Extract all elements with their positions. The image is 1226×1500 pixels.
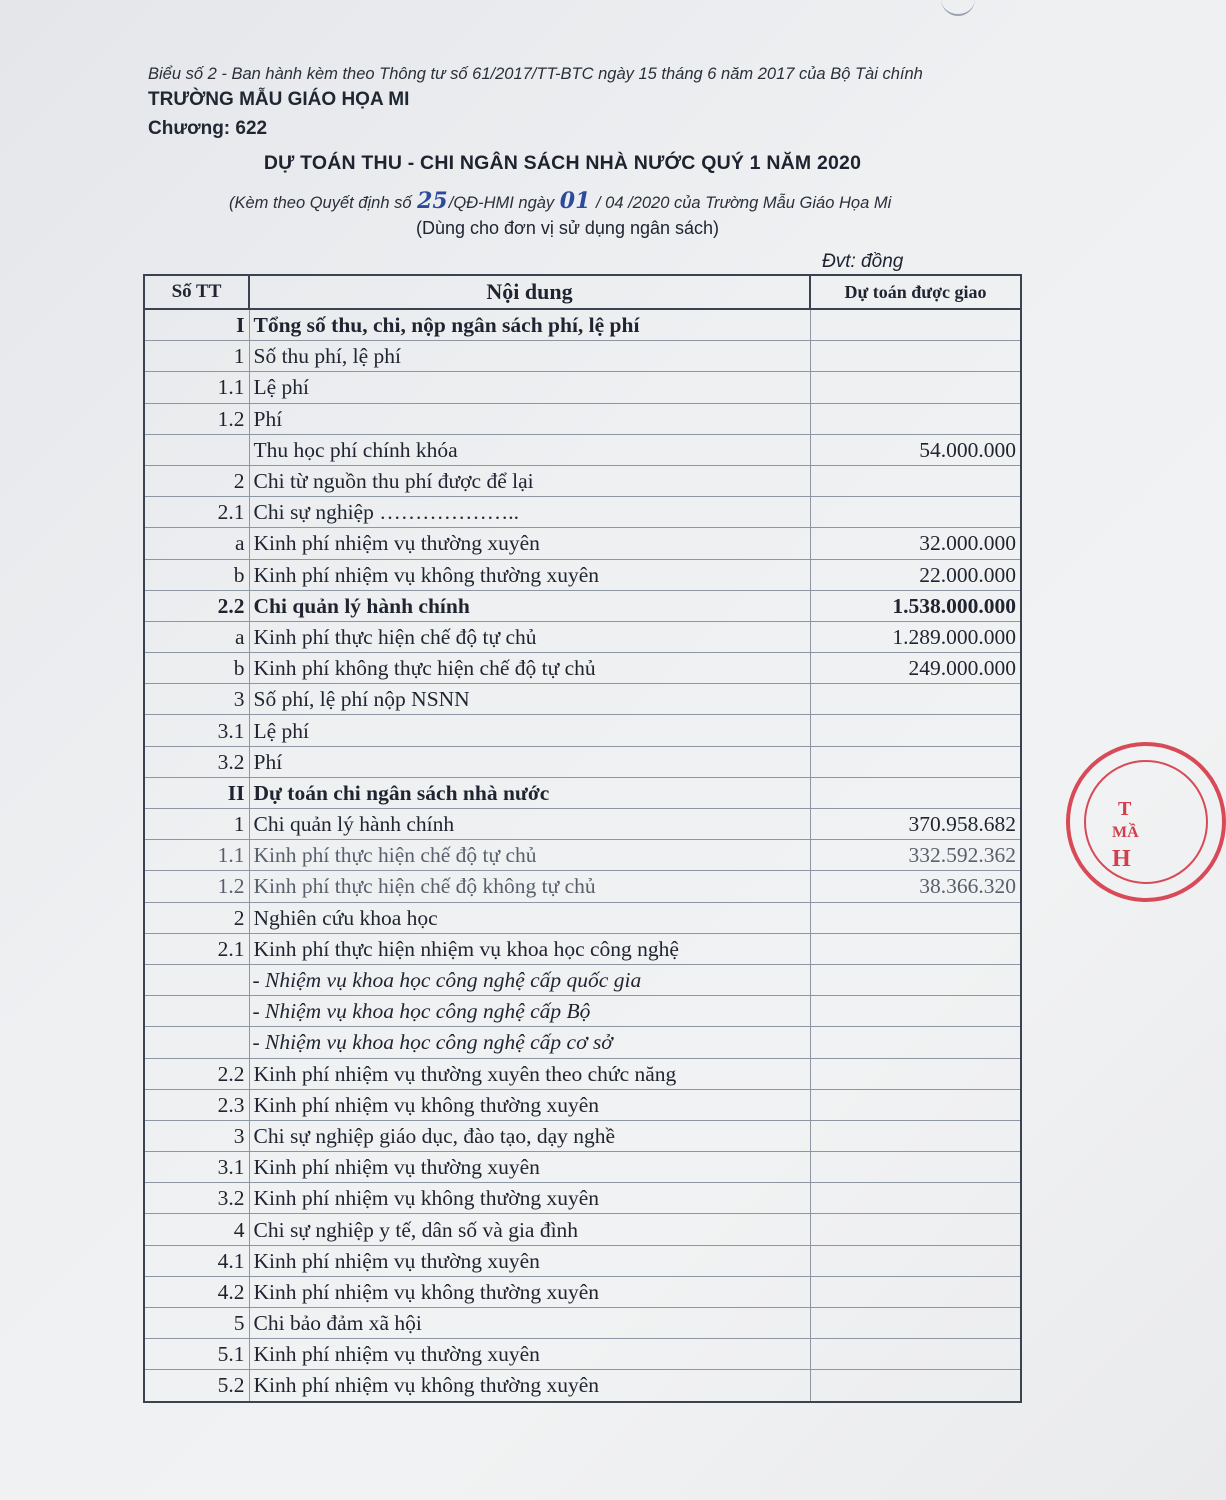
table-row	[144, 964, 1021, 995]
table-row	[144, 653, 1021, 684]
row-number: 4.1	[144, 1245, 249, 1276]
stamp-text-2: MẦ	[1112, 824, 1139, 841]
budget-table	[143, 274, 1022, 1403]
row-value	[810, 1308, 1021, 1339]
row-value	[810, 1089, 1021, 1120]
table-row	[144, 1183, 1021, 1214]
table-row	[144, 871, 1021, 902]
table-row	[144, 1120, 1021, 1151]
row-number: a	[144, 528, 249, 559]
row-value: 38.366.320	[810, 871, 1021, 902]
row-content: Lệ phí	[249, 715, 810, 746]
row-number: a	[144, 621, 249, 652]
row-number: 1.2	[144, 871, 249, 902]
row-content: Kinh phí nhiệm vụ không thường xuyên	[249, 1183, 810, 1214]
row-number: 2.1	[144, 933, 249, 964]
table-row	[144, 434, 1021, 465]
page-title: DỰ TOÁN THU - CHI NGÂN SÁCH NHÀ NƯỚC QUÝ 1 NĂM 2020	[263, 152, 862, 174]
row-content: Chi sự nghiệp y tế, dân số và gia đình	[249, 1214, 810, 1245]
row-number: I	[144, 309, 249, 341]
table-row	[144, 1276, 1021, 1307]
row-content: Chi quản lý hành chính	[249, 590, 810, 621]
row-value: 54.000.000	[810, 434, 1021, 465]
row-content: Kinh phí nhiệm vụ thường xuyên	[249, 528, 810, 559]
table-row	[144, 465, 1021, 496]
table-row	[144, 933, 1021, 964]
row-content: Tổng số thu, chi, nộp ngân sách phí, lệ phí	[249, 309, 810, 341]
row-value: 1.289.000.000	[810, 621, 1021, 652]
row-number: 3	[144, 1120, 249, 1151]
table-row	[144, 497, 1021, 528]
row-value: 1.538.000.000	[810, 590, 1021, 621]
row-content: Số phí, lệ phí nộp NSNN	[249, 684, 810, 715]
row-number: 3	[144, 684, 249, 715]
decision-day-handwritten: 01	[559, 188, 591, 214]
row-number: 5.2	[144, 1370, 249, 1402]
row-number: 3.1	[144, 1152, 249, 1183]
table-row	[144, 1152, 1021, 1183]
row-content: Kinh phí nhiệm vụ thường xuyên	[249, 1152, 810, 1183]
row-content: Nghiên cứu khoa học	[249, 902, 810, 933]
row-value	[810, 1245, 1021, 1276]
table-row	[144, 1214, 1021, 1245]
row-number	[144, 996, 249, 1027]
row-value: 370.958.682	[810, 809, 1021, 840]
row-value	[810, 341, 1021, 372]
row-content: Kinh phí thực hiện nhiệm vụ khoa học công nghệ	[249, 933, 810, 964]
row-number: 3.2	[144, 1183, 249, 1214]
row-content: Chi quản lý hành chính	[249, 809, 810, 840]
table-row	[144, 715, 1021, 746]
row-number: II	[144, 777, 249, 808]
row-content: - Nhiệm vụ khoa học công nghệ cấp cơ sở	[249, 1027, 810, 1058]
row-value	[810, 1120, 1021, 1151]
row-content: Chi từ nguồn thu phí được để lại	[249, 465, 810, 496]
row-content: Kinh phí nhiệm vụ thường xuyên theo chức năng	[249, 1058, 810, 1089]
row-number: 2	[144, 902, 249, 933]
row-number: 2.2	[144, 1058, 249, 1089]
row-content: Kinh phí nhiệm vụ không thường xuyên	[249, 1089, 810, 1120]
row-number: 2	[144, 465, 249, 496]
row-value	[810, 1058, 1021, 1089]
row-value	[810, 1152, 1021, 1183]
row-content: Kinh phí không thực hiện chế độ tự chủ	[249, 653, 810, 684]
table-row	[144, 1027, 1021, 1058]
row-content: Phí	[249, 746, 810, 777]
row-number: 3.1	[144, 715, 249, 746]
row-number: b	[144, 559, 249, 590]
table-row	[144, 559, 1021, 590]
row-value	[810, 1214, 1021, 1245]
row-content: - Nhiệm vụ khoa học công nghệ cấp Bộ	[249, 996, 810, 1027]
row-value	[810, 964, 1021, 995]
row-content: Số thu phí, lệ phí	[249, 341, 810, 372]
row-value	[810, 372, 1021, 403]
table-row	[144, 1245, 1021, 1276]
decision-middle: /QĐ-HMI ngày	[448, 194, 555, 212]
row-value: 249.000.000	[810, 653, 1021, 684]
row-number	[144, 434, 249, 465]
row-content: Kinh phí thực hiện chế độ tự chủ	[249, 621, 810, 652]
row-number: 1.2	[144, 403, 249, 434]
decision-reference	[229, 188, 891, 214]
column-header-stt: Số TT	[144, 275, 249, 309]
row-value	[810, 1027, 1021, 1058]
row-number: 4	[144, 1214, 249, 1245]
table-row	[144, 996, 1021, 1027]
row-number: 2.1	[144, 497, 249, 528]
stamp-inner-ring	[1084, 760, 1208, 884]
row-content: Chi sự nghiệp giáo dục, đào tạo, dạy nghề	[249, 1120, 810, 1151]
row-content: Kinh phí thực hiện chế độ không tự chủ	[249, 871, 810, 902]
row-number: 5	[144, 1308, 249, 1339]
row-content: Kinh phí nhiệm vụ không thường xuyên	[249, 1370, 810, 1402]
row-content: Kinh phí nhiệm vụ không thường xuyên	[249, 1276, 810, 1307]
usage-note: (Dùng cho đơn vị sử dụng ngân sách)	[415, 218, 720, 238]
decision-number-handwritten: 25	[417, 188, 448, 214]
row-content: Thu học phí chính khóa	[249, 434, 810, 465]
row-content: Lệ phí	[249, 372, 810, 403]
row-value: 22.000.000	[810, 559, 1021, 590]
chapter-label: Chương: 622	[148, 118, 268, 139]
row-number	[144, 1027, 249, 1058]
table-row	[144, 809, 1021, 840]
row-content: Kinh phí nhiệm vụ thường xuyên	[249, 1339, 810, 1370]
row-value	[810, 309, 1021, 341]
row-value	[810, 497, 1021, 528]
row-content: Dự toán chi ngân sách nhà nước	[249, 777, 810, 808]
table-row	[144, 341, 1021, 372]
row-value: 32.000.000	[810, 528, 1021, 559]
row-content: Kinh phí nhiệm vụ thường xuyên	[249, 1245, 810, 1276]
row-content: Kinh phí nhiệm vụ không thường xuyên	[249, 559, 810, 590]
row-number: 4.2	[144, 1276, 249, 1307]
pen-mark	[941, 0, 975, 16]
table-row	[144, 1370, 1021, 1402]
table-row	[144, 528, 1021, 559]
row-number: 3.2	[144, 746, 249, 777]
row-content: Phí	[249, 403, 810, 434]
row-number	[144, 964, 249, 995]
row-value	[810, 465, 1021, 496]
stamp-text-3: H	[1112, 846, 1131, 872]
row-value	[810, 996, 1021, 1027]
row-value	[810, 777, 1021, 808]
table-header-row	[144, 275, 1021, 309]
row-number: b	[144, 653, 249, 684]
unit-label: Đvt: đồng	[822, 251, 904, 272]
row-value	[810, 1339, 1021, 1370]
row-value	[810, 902, 1021, 933]
official-stamp	[1066, 742, 1226, 902]
table-row	[144, 372, 1021, 403]
row-value	[810, 933, 1021, 964]
row-number: 1.1	[144, 840, 249, 871]
table-row	[144, 777, 1021, 808]
row-value	[810, 746, 1021, 777]
table-row	[144, 746, 1021, 777]
row-content: Chi bảo đảm xã hội	[249, 1308, 810, 1339]
table-row	[144, 902, 1021, 933]
row-number: 1	[144, 341, 249, 372]
table-row	[144, 1339, 1021, 1370]
row-value	[810, 1370, 1021, 1402]
stamp-text-1: T	[1118, 798, 1132, 820]
decision-suffix: / 04 /2020 của Trường Mẫu Giáo Họa Mi	[595, 194, 892, 212]
row-value: 332.592.362	[810, 840, 1021, 871]
column-header-content: Nội dung	[249, 275, 810, 309]
school-name: TRƯỜNG MẪU GIÁO HỌA MI	[148, 89, 410, 110]
row-value	[810, 403, 1021, 434]
table-row	[144, 621, 1021, 652]
row-number: 5.1	[144, 1339, 249, 1370]
table-row	[144, 684, 1021, 715]
row-number: 2.3	[144, 1089, 249, 1120]
row-value	[810, 1276, 1021, 1307]
table-row	[144, 309, 1021, 341]
legal-basis: Biểu số 2 - Ban hành kèm theo Thông tư số 61/2017/TT-BTC ngày 15 tháng 6 năm 2017 của Bộ Tài chính	[148, 65, 923, 83]
decision-prefix: (Kèm theo Quyết định số	[229, 194, 412, 212]
column-header-value: Dự toán được giao	[810, 275, 1021, 309]
row-value	[810, 684, 1021, 715]
table-row	[144, 590, 1021, 621]
table-row	[144, 403, 1021, 434]
row-content: - Nhiệm vụ khoa học công nghệ cấp quốc gia	[249, 964, 810, 995]
table-row	[144, 1058, 1021, 1089]
table-row	[144, 1308, 1021, 1339]
row-number: 2.2	[144, 590, 249, 621]
row-value	[810, 715, 1021, 746]
row-number: 1.1	[144, 372, 249, 403]
table-row	[144, 840, 1021, 871]
row-value	[810, 1183, 1021, 1214]
row-number: 1	[144, 809, 249, 840]
table-row	[144, 1089, 1021, 1120]
row-content: Kinh phí thực hiện chế độ tự chủ	[249, 840, 810, 871]
row-content: Chi sự nghiệp ………………..	[249, 497, 810, 528]
